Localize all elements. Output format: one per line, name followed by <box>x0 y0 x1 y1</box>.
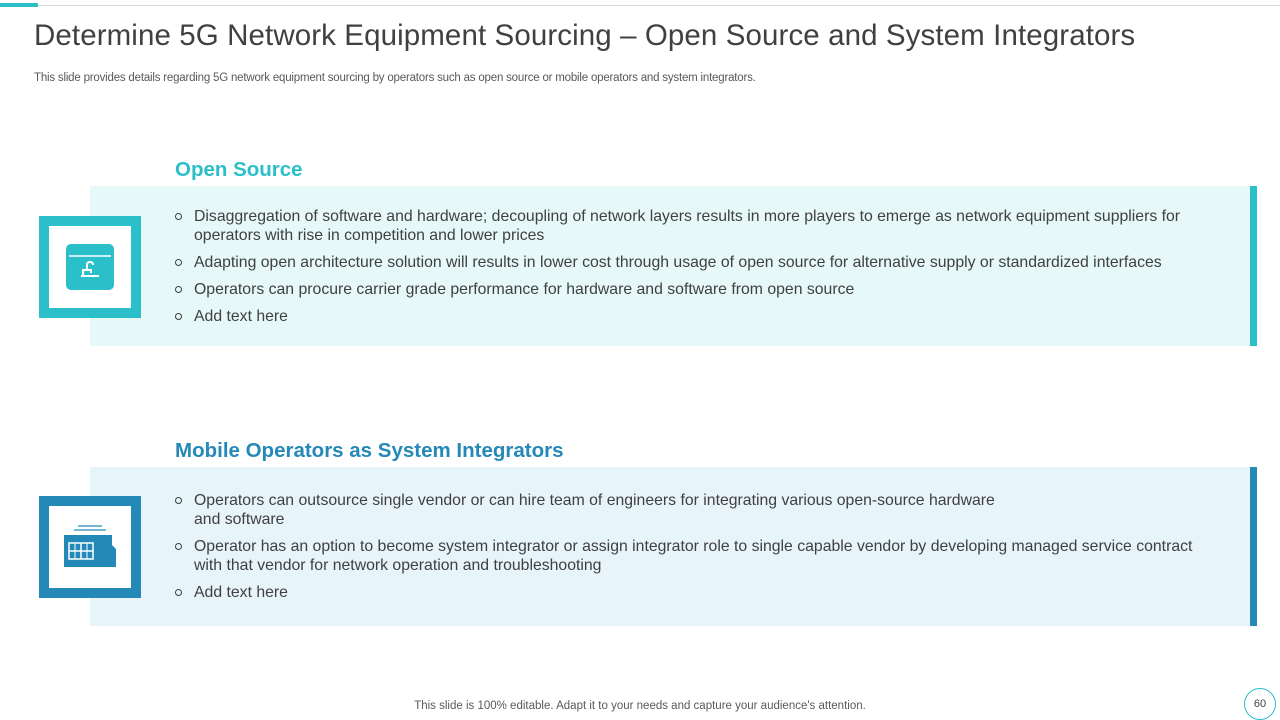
list-item: Add text here <box>175 307 1220 326</box>
bullet-circle-icon <box>175 259 182 266</box>
list-item: Disaggregation of software and hardware; decoupling of network layers results in more players to emerge as network equipment suppliers for operators with rise in competition and lower prices <box>175 207 1220 245</box>
open-source-bullet-list <box>175 207 1220 334</box>
list-item: Adapting open architecture solution will results in lower cost through usage of open source for alternative supply or standardized interfaces <box>175 253 1220 272</box>
slide-subtitle: This slide provides details regarding 5G network equipment sourcing by operators such as open source or mobile operators and system integrators. <box>34 72 756 84</box>
top-accent-bar <box>0 3 38 7</box>
list-item: Operators can procure carrier grade performance for hardware and software from open source <box>175 280 1220 299</box>
section-heading-system-integrators: Mobile Operators as System Integrators <box>175 439 564 462</box>
bullet-circle-icon <box>175 543 182 550</box>
bullet-circle-icon <box>175 497 182 504</box>
slide-title: Determine 5G Network Equipment Sourcing – Open Source and System Integrators <box>34 19 1136 52</box>
list-item: Operators can outsource single vendor or can hire team of engineers for integrating various open-source hardware and software <box>175 491 1024 529</box>
list-item: Operator has an option to become system integrator or assign integrator role to single capable vendor by developing managed service contract with that vendor for network operation and troubleshooting <box>175 537 1220 575</box>
section-icon-frame <box>39 496 141 598</box>
system-integrators-bullet-list <box>175 491 1220 610</box>
list-item: Add text here <box>175 583 1220 602</box>
bullet-circle-icon <box>175 286 182 293</box>
top-divider <box>0 5 1280 6</box>
page-number-badge: 60 <box>1244 688 1276 720</box>
sim-card-chip-icon <box>62 523 118 571</box>
browser-window-icon <box>65 243 115 291</box>
section-heading-open-source: Open Source <box>175 158 303 181</box>
panel-accent-bar <box>1250 467 1257 626</box>
section-icon-frame <box>39 216 141 318</box>
footer-note: This slide is 100% editable. Adapt it to your needs and capture your audience's attention. <box>414 700 866 712</box>
panel-accent-bar <box>1250 186 1257 346</box>
bullet-circle-icon <box>175 589 182 596</box>
bullet-circle-icon <box>175 213 182 220</box>
bullet-circle-icon <box>175 313 182 320</box>
